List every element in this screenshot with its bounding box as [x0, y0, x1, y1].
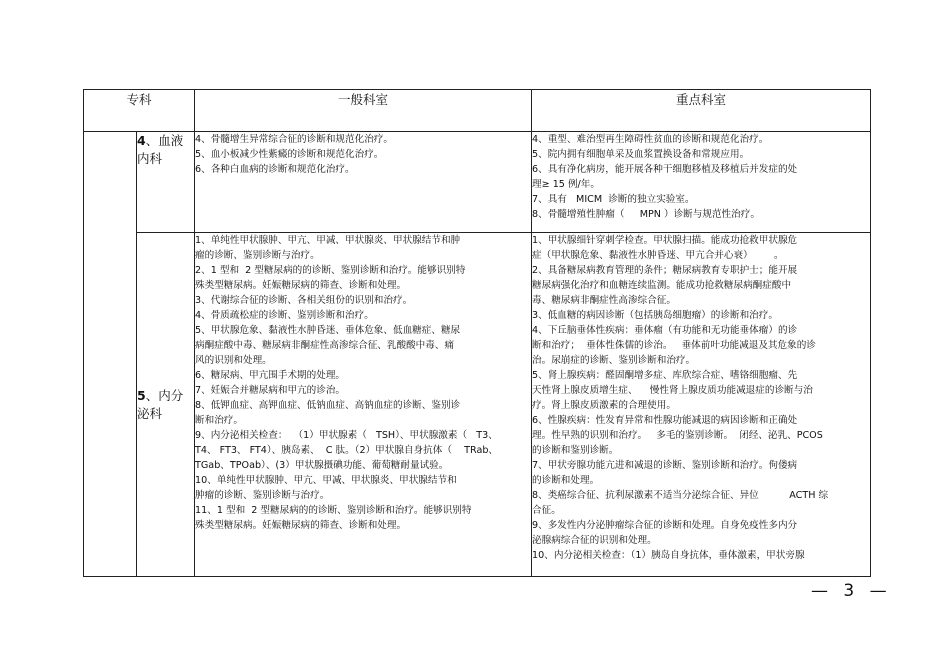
list-item: 的诊断和鉴别诊断。 — [532, 445, 619, 456]
list-item: 6、性腺疾病：性发育异常和性腺功能减退的病因诊断和正确处 — [532, 415, 798, 426]
list-item: 8、骨髓增殖性肿瘤（ MPN ）诊断与规范性治疗。 — [532, 209, 760, 220]
list-item: 理。性早熟的识别和治疗。 多毛的鉴别诊断。 闭经、泌乳、PCOS — [532, 430, 823, 441]
header-key-dept: 重点科室 — [532, 90, 871, 132]
list-item: 天性肾上腺皮质增生症、 慢性肾上腺皮质功能减退症的诊断与治 — [532, 385, 813, 396]
list-item: 11、1 型和 2 型糖尿病的的诊断、鉴别诊断和治疗。能够识别特 — [195, 505, 472, 516]
table-row — [84, 233, 871, 577]
list-item: 病酮症酸中毒、糖尿病非酮症性高渗综合征、乳酸酸中毒、痛 — [195, 340, 455, 351]
list-item: 瘤的诊断、鉴别诊断与治疗。 — [195, 250, 320, 261]
table-row — [84, 132, 871, 233]
list-item: 2、1 型和 2 型糖尿病的的诊断、鉴别诊断和治疗。能够识别特 — [195, 265, 466, 276]
specialty-table — [83, 89, 871, 577]
list-item: 6、各种白血病的诊断和规范化治疗。 — [195, 164, 355, 175]
list-item: 毒、糖尿病非酮症性高渗综合征。 — [532, 295, 676, 306]
list-item: TGab、TPOab）、(3）甲状腺摄碘功能、葡萄糖耐量试验。 — [195, 460, 449, 471]
list-item: 5、甲状腺危象、黏液性水肿昏迷、垂体危象、低血糖症、糖尿 — [195, 325, 461, 336]
key-items-endocrinology — [532, 233, 871, 577]
key-items-hematology — [532, 132, 871, 233]
list-item: 症（甲状腺危象、黏液性水肿昏迷、甲亢合并心衰） 。 — [532, 250, 784, 261]
list-item: 6、具有净化病房，能开展各种干细胞移植及移植后并发症的处 — [532, 164, 798, 175]
list-item: 8、类癌综合征、抗利尿激素不适当分泌综合征、异位 ACTH 综 — [532, 490, 829, 501]
list-item: 5、院内拥有细胞单采及血浆置换设备和常规应用。 — [532, 149, 750, 160]
specialty-label-endocrinology: 5、内分 泌科 — [137, 233, 195, 577]
list-item: 断和治疗； 垂体性侏儒的诊治。 垂体前叶功能减退及其危象的诊 — [532, 340, 816, 351]
list-item: 1、甲状腺细针穿刺学检查。甲状腺扫描。能成功抢救甲状腺危 — [532, 235, 798, 246]
list-item: 7、妊娠合并糖尿病和甲亢的诊治。 — [195, 385, 346, 396]
general-items-hematology — [195, 132, 532, 233]
list-item: 1、单纯性甲状腺肿、甲亢、甲减、甲状腺炎、甲状腺结节和肿 — [195, 235, 461, 246]
list-item: 9、内分泌相关检查： （1）甲状腺素（ TSH）、甲状腺激素（ T3、 — [195, 430, 498, 441]
list-item: 5、肾上腺疾病：醛固酮增多症、库欣综合症、嗜铬细胞瘤、先 — [532, 370, 798, 381]
list-item: 9、多发性内分泌肿瘤综合征的诊断和处理。自身免疫性多内分 — [532, 520, 798, 531]
list-item: 3、代谢综合征的诊断、各相关组份的识别和治疗。 — [195, 295, 413, 306]
list-item: 3、低血糖的病因诊断（包括胰岛细胞瘤）的诊断和治疗。 — [532, 310, 778, 321]
list-item: 4、重型、难治型再生障碍性贫血的诊断和规范化治疗。 — [532, 134, 769, 145]
list-item: 4、骨髓增生异常综合征的诊断和规范化治疗。 — [195, 134, 393, 145]
list-item: 风的识别和处理。 — [195, 355, 272, 366]
list-item: 殊类型糖尿病。妊娠糖尿病的筛查、诊断和处理。 — [195, 520, 407, 531]
list-item: 泌腺病综合征的识别和处理。 — [532, 535, 657, 546]
specialty-group-cell — [84, 132, 137, 577]
list-item: 7、具有 MICM 诊断的独立实验室。 — [532, 194, 695, 205]
list-item: 10、单纯性甲状腺肿、甲亢、甲减、甲状腺炎、甲状腺结节和 — [195, 475, 457, 486]
list-item: 的诊断和处理。 — [532, 475, 600, 486]
list-item: T4、 FT3、 FT4）、胰岛素、 C 肽。（2）甲状腺自身抗体（ TRab、 — [195, 445, 499, 456]
list-item: 治。尿崩症的诊断、鉴别诊断和治疗。 — [532, 355, 696, 366]
list-item: 断和治疗。 — [195, 415, 243, 426]
list-item: 殊类型糖尿病。妊娠糖尿病的筛查、诊断和处理。 — [195, 280, 407, 291]
list-item: 合征。 — [532, 505, 561, 516]
header-specialty: 专科 — [84, 90, 195, 132]
list-item: 2、具备糖尿病教育管理的条件；糖尿病教育专职护士；能开展 — [532, 265, 798, 276]
list-item: 糖尿病强化治疗和血糖连续监测。能成功抢救糖尿病酮症酸中 — [532, 280, 792, 291]
header-general-dept: 一般科室 — [195, 90, 532, 132]
list-item: 7、甲状旁腺功能亢进和减退的诊断、鉴别诊断和治疗。佝偻病 — [532, 460, 798, 471]
list-item: 4、骨质疏松症的诊断、鉴别诊断和治疗。 — [195, 310, 374, 321]
list-item: 肿瘤的诊断、鉴别诊断与治疗。 — [195, 490, 330, 501]
list-item: 理≥ 15 例/年。 — [532, 179, 600, 190]
general-items-endocrinology — [195, 233, 532, 577]
list-item: 疗。肾上腺皮质激素的合理使用。 — [532, 400, 676, 411]
list-item: 6、糖尿病、甲亢围手术期的处理。 — [195, 370, 346, 381]
list-item: 5、血小板减少性紫癜的诊断和规范化治疗。 — [195, 149, 384, 160]
list-item: 10、内分泌相关检查：（1）胰岛自身抗体，垂体激素，甲状旁腺 — [532, 550, 805, 561]
page-number: — 3 — — [811, 581, 892, 601]
list-item: 4、下丘脑垂体性疾病：垂体瘤（有功能和无功能垂体瘤）的诊 — [532, 325, 798, 336]
list-item: 8、低钾血症、高钾血症、低钠血症、高钠血症的诊断、鉴别诊 — [195, 400, 461, 411]
specialty-label-hematology: 4、血液 内科 — [137, 132, 195, 233]
